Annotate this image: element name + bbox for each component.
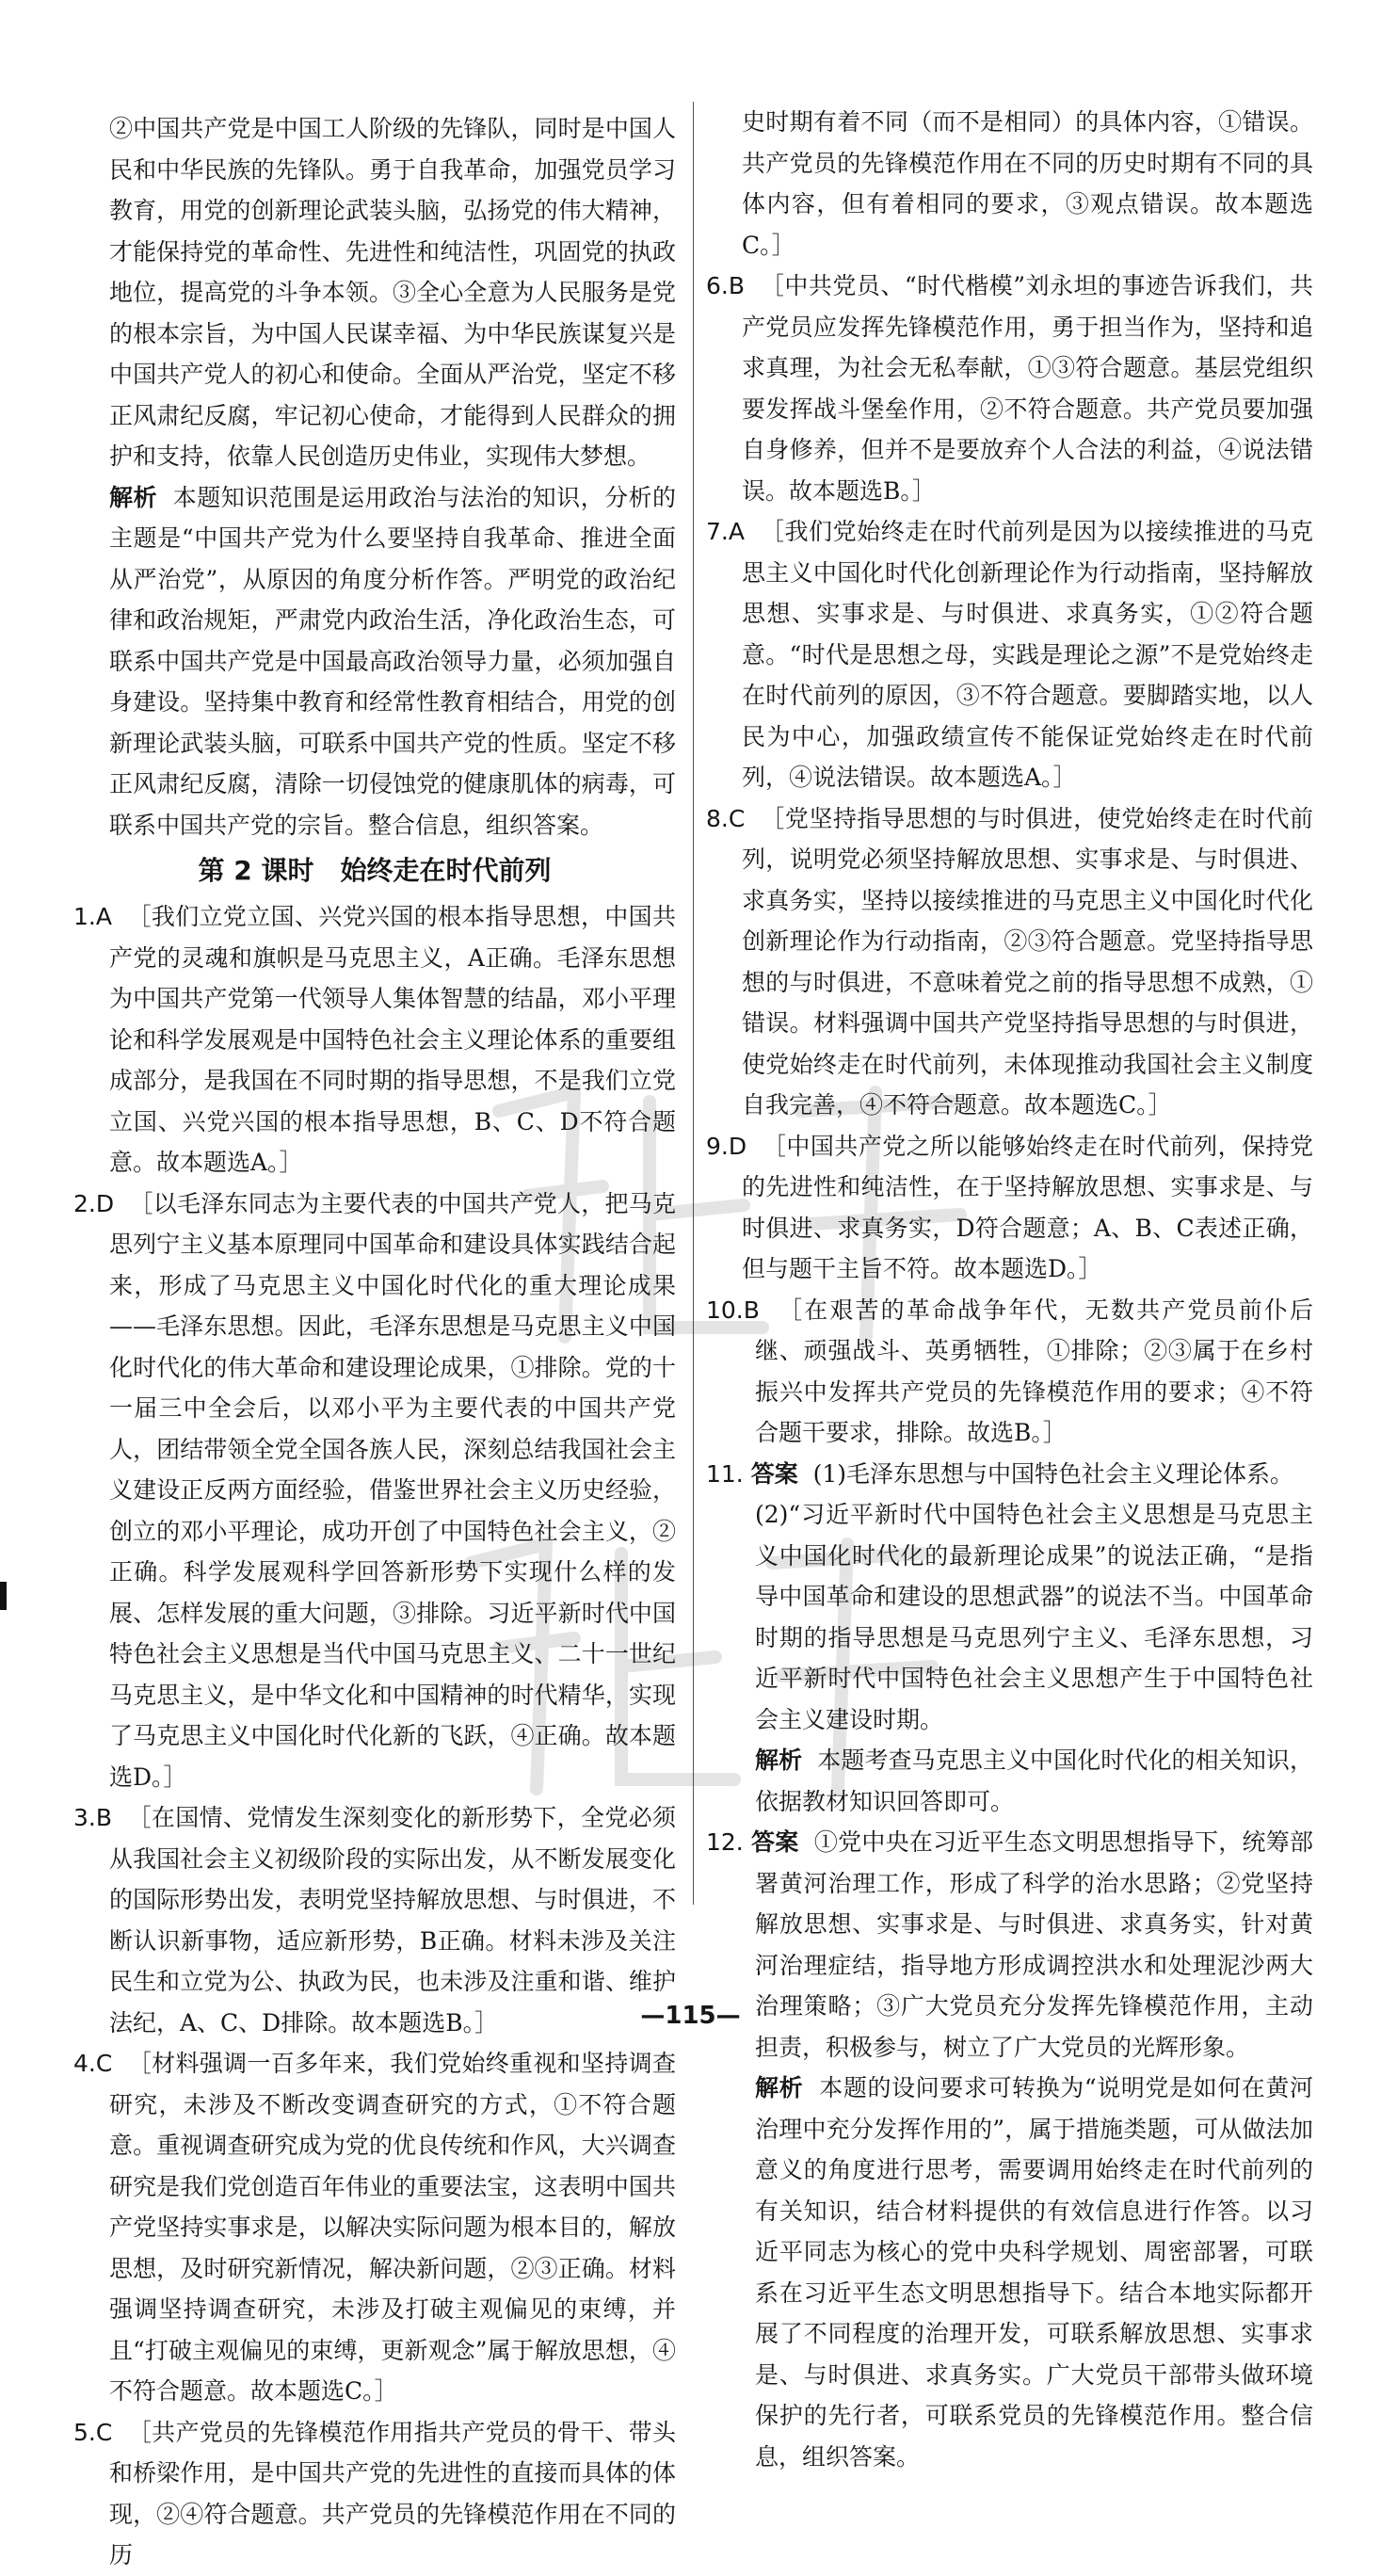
item-5-continuation: 史时期有着不同（而不是相同）的具体内容，①错误。共产党员的先锋模范作用在不同的历史时期有不同的具体内容，但有着相同的要求，③观点错误。故本题选C。］ (742, 108, 1313, 259)
left-column (73, 108, 676, 2576)
right-column (706, 102, 1313, 2477)
list-item: 5.C ［共产党员的先锋模范作用指共产党员的骨干、带头和桥梁作用，是中国共产党的先进性的直接而具体的体现，②④符合题意。共产党员的先锋模范作用在不同的历 (73, 2418, 676, 2568)
analysis-text: 本题知识范围是运用政治与法治的知识，分析的主题是“中国共产党为什么要坚持自我革命、推进全面从严治党”，从原因的角度分析作答。严明党的政治纪律和政治规矩，严肃党内政治生活，净化政治生态，可联系中国共产党是中国最高政治领导力量，必须加强自身建设。坚持集中教育和经常性教育相结合，用党的创新理论武装头脑，可联系中国共产党的性质。坚定不移正风肃纪反腐，清除一切侵蚀党的健康肌体的病毒，可联系中国共产党的宗旨。整合信息，组织答案。 (109, 483, 676, 839)
list-item: 8.C ［党坚持指导思想的与时俱进，使党始终走在时代前列，说明党必须坚持解放思想、实事求是、与时俱进、求真务实，坚持以接续推进的马克思主义中国化时代化创新理论作为行动指南，②③符合题意。党坚持指导思想的与时俱进，不意味着党之前的指导思想不成熟，①错误。材料强调中国共产党坚持指导思想的与时俱进，使党始终走在时代前列，未体现推动我国社会主义制度自我完善，④不符合题意。故本题选C。］ (706, 804, 1313, 1119)
page-number: —115— (640, 2002, 741, 2030)
edge-mark (0, 1582, 7, 1610)
list-item: 6.B ［中共党员、“时代楷模”刘永坦的事迹告诉我们，共产党员应发挥先锋模范作用，勇于担当作为，坚持和追求真理，为社会无私奉献，①③符合题意。基层党组织要发挥战斗堡垒作用，②不符合题意。共产党员要加强自身修养，但并不是要放弃个人合法的利益，④说法错误。故本题选B。］ (706, 272, 1313, 505)
question-12-answer: 12. 答案 ①党中央在习近平生态文明思想指导下，统筹部署黄河治理工作，形成了科学的治水思路；②党坚持解放思想、实事求是、与时俱进、求真务实，针对黄河治理症结，指导地方形成调控洪水和处理泥沙两大治理策略；③广大党员充分发挥先锋模范作用，主动担责，积极参与，树立了广大党员的光辉形象。 (706, 1828, 1313, 2061)
list-item: 4.C ［材料强调一百多年来，我们党始终重视和坚持调查研究，未涉及不断改变调查研究的方式，①不符合题意。重视调查研究成为党的优良传统和作风，大兴调查研究是我们党创造百年伟业的重要法宝，这表明中国共产党坚持实事求是，以解决实际问题为根本目的，解放思想，及时研究新情况，解决新问题，②③正确。材料强调坚持调查研究，未涉及打破主观偏见的束缚，并且“打破主观偏见的束缚，更新观念”属于解放思想，④不符合题意。故本题选C。］ (73, 2050, 676, 2405)
question-12-analysis: 解析 本题的设问要求可转换为“说明党是如何在黄河治理中充分发挥作用的”，属于措施类题，可从做法加意义的角度进行思考，需要调用始终走在时代前列的有关知识，结合材料提供的有效信息进行作答。以习近平同志为核心的党中央科学规划、周密部署，可联系在习近平生态文明思想指导下。结合本地实际都开展了不同程度的治理开发，可联系解放思想、实事求是、与时俱进、求真务实。广大党员干部带头做环境保护的先行者，可联系党员的先锋模范作用。整合信息，组织答案。 (755, 2074, 1313, 2471)
list-item: 7.A ［我们党始终走在时代前列是因为以接续推进的马克思主义中国化时代化创新理论作为行动指南，坚持解放思想、实事求是、与时俱进、求真务实，①②符合题意。“时代是思想之母，实践是理论之源”不是党始终走在时代前列的原因，③不符合题意。要脚踏实地，以人民为中心，加强政绩宣传不能保证党始终走在时代前列，④说法错误。故本题选A。］ (706, 518, 1313, 791)
question-11-answer-part2: (2)“习近平新时代中国特色社会主义思想是马克思主义中国化时代化的最新理论成果”的说法正确，“是指导中国革命和建设的思想武器”的说法不当。中国革命时期的指导思想是马克思列宁主义、毛泽东思想，习近平新时代中国特色社会主义思想产生于中国特色社会主义建设时期。 (755, 1501, 1313, 1733)
list-item: 10.B ［在艰苦的革命战争年代，无数共产党员前仆后继、顽强战斗、英勇牺牲，①排除；②③属于在乡村振兴中发挥共产党员的先锋模范作用的要求；④不符合题干要求，排除。故选B。］ (706, 1296, 1313, 1446)
list-item: 1.A ［我们立党立国、兴党兴国的根本指导思想，中国共产党的灵魂和旗帜是马克思主义，A正确。毛泽东思想为中国共产党第一代领导人集体智慧的结晶，邓小平理论和科学发展观是中国特色社会主义理论体系的重要组成部分，是我国在不同时期的指导思想，不是我们立党立国、兴党兴国的根本指导思想，B、C、D不符合题意。故本题选A。］ (73, 903, 676, 1176)
column-divider (693, 102, 694, 1905)
section-title: 第 2 课时 始终走在时代前列 (198, 855, 552, 886)
question-11-analysis: 解析 本题考查马克思主义中国化时代化的相关知识，依据教材知识回答即可。 (755, 1747, 1313, 1815)
list-item: 9.D ［中国共产党之所以能够始终走在时代前列，保持党的先进性和纯洁性，在于坚持解放思想、实事求是、与时俱进、求真务实，D符合题意；A、B、C表述正确，但与题干主旨不符。故本题选D。］ (706, 1132, 1313, 1282)
list-item: 3.B ［在国情、党情发生深刻变化的新形势下，全党必须从我国社会主义初级阶段的实际出发，从不断发展变化的国际形势出发，表明党坚持解放思想、与时俱进，不断认识新事物，适应新形势，B正确。材料未涉及关注民生和立党为公、执政为民，也未涉及注重和谐、维护法纪，A、C、D排除。故本题选B。］ (73, 1804, 676, 2037)
analysis-paragraph (73, 477, 676, 846)
list-item: 2.D ［以毛泽东同志为主要代表的中国共产党人，把马克思列宁主义基本原理同中国革命和建设具体实践结合起来，形成了马克思主义中国化时代化的重大理论成果——毛泽东思想。因此，毛泽东思想是马克思主义中国化时代化的伟大革命和建设理论成果，①排除。党的十一届三中全会后，以邓小平为主要代表的中国共产党人，团结带领全党全国各族人民，深刻总结我国社会主义建设正反两方面经验，借鉴世界社会主义历史经验，创立的邓小平理论，成功开创了中国特色社会主义，②正确。科学发展观科学回答新形势下实现什么样的发展、怎样发展的重大问题，③排除。习近平新时代中国特色社会主义思想是当代中国马克思主义、二十一世纪马克思主义，是中华文化和中国精神的时代精华，实现了马克思主义中国化时代化新的飞跃，④正确。故本题选D。］ (73, 1189, 676, 1791)
question-11-answer: 11. 答案 (1)毛泽东思想与中国特色社会主义理论体系。 (706, 1459, 1294, 1488)
answer-continuation: ②中国共产党是中国工人阶级的先锋队，同时是中国人民和中华民族的先锋队。勇于自我革命，加强党员学习教育，用党的创新理论武装头脑，弘扬党的伟大精神，才能保持党的革命性、先进性和纯洁性，巩固党的执政地位，提高党的斗争本领。③全心全意为人民服务是党的根本宗旨，为中国人民谋幸福、为中华民族谋复兴是中国共产党人的初心和使命。全面从严治党，坚定不移正风肃纪反腐，牢记初心使命，才能得到人民群众的拥护和支持，依靠人民创造历史伟业，实现伟大梦想。 (109, 115, 676, 470)
analysis-label: 解析 (109, 483, 157, 511)
